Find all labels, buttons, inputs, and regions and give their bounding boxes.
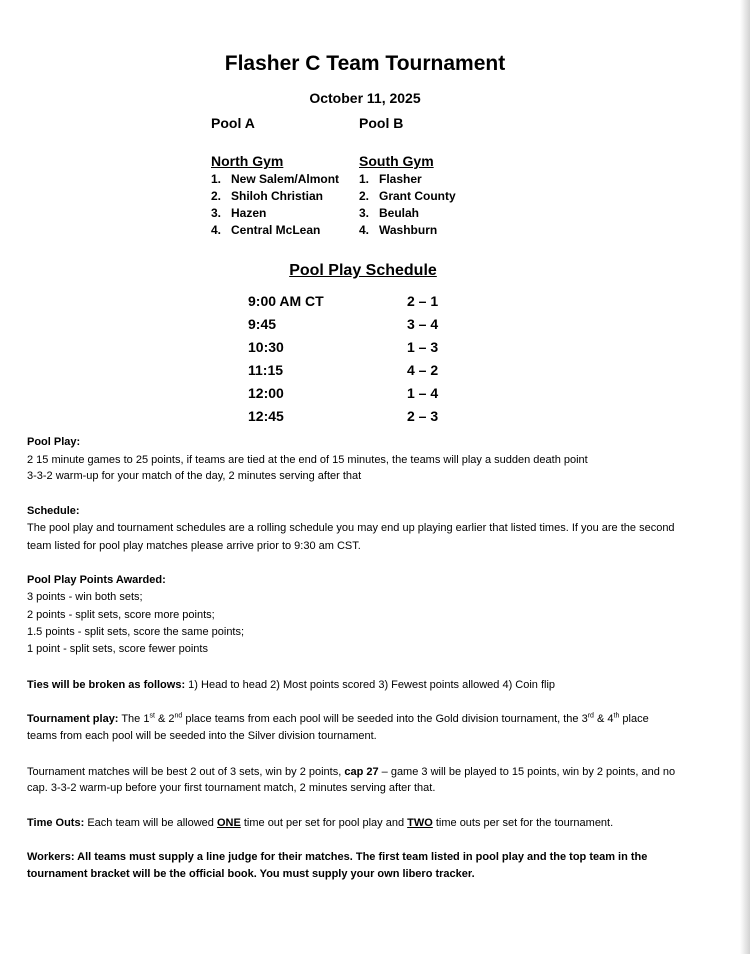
tournament-matches-text: Tournament matches will be best 2 out of 3 sets, win by 2 points, cap 27 – game 3 will be played to 15 points, win by 2 points, and no bbox=[27, 766, 676, 778]
list-item: 4. Central McLean bbox=[211, 223, 321, 237]
workers-line: tournament bracket will be the official book. You must supply your own libero tracker. bbox=[27, 868, 475, 880]
list-item: 3. Hazen bbox=[211, 206, 267, 220]
pool-play-heading: Pool Play: bbox=[27, 436, 81, 448]
list-item: 2. Grant County bbox=[359, 189, 456, 203]
match-time: 12:00 bbox=[248, 385, 284, 401]
list-item: 4. Washburn bbox=[359, 223, 438, 237]
match-time: 10:30 bbox=[248, 339, 284, 355]
team-name: Grant County bbox=[379, 189, 456, 203]
points-heading: Pool Play Points Awarded: bbox=[27, 574, 166, 586]
team-name: Central McLean bbox=[231, 223, 321, 237]
pool-a-team-list bbox=[211, 172, 339, 240]
schedule-title: Pool Play Schedule bbox=[289, 262, 437, 279]
page-title: Flasher C Team Tournament bbox=[224, 52, 506, 75]
tournament-play-heading: Tournament play: bbox=[27, 713, 119, 725]
matchup: 3 – 4 bbox=[407, 316, 439, 332]
event-date: October 11, 2025 bbox=[309, 90, 421, 106]
page-edge-shadow bbox=[740, 0, 750, 954]
pool-play-line: 2 15 minute games to 25 points, if teams are tied at the end of 15 minutes, the teams will play a sudden death point bbox=[27, 454, 588, 466]
team-name: Washburn bbox=[379, 223, 438, 237]
points-line: 1.5 points - split sets, score the same points; bbox=[27, 626, 245, 638]
team-name: Flasher bbox=[379, 172, 422, 186]
team-name: Beulah bbox=[379, 206, 420, 220]
tournament-play-text: Tournament play: The 1st & 2nd place teams from each pool will be seeded into the Gold division tournament, the 3rd & 4th place bbox=[27, 712, 649, 725]
list-item: 1. New Salem/Almont bbox=[211, 172, 340, 186]
list-item: 2. Shiloh Christian bbox=[211, 189, 324, 203]
pool-play-line: 3-3-2 warm-up for your match of the day, 2 minutes serving after that bbox=[27, 470, 362, 482]
match-time: 9:45 bbox=[248, 316, 277, 332]
matchup: 2 – 1 bbox=[407, 293, 439, 309]
team-name: Hazen bbox=[231, 206, 267, 220]
matchup: 1 – 4 bbox=[407, 385, 439, 401]
schedule-section-line: team listed for pool play matches please arrive prior to 9:30 am CST. bbox=[27, 540, 361, 552]
schedule-row bbox=[248, 292, 448, 315]
points-line: 1 point - split sets, score fewer points bbox=[27, 643, 208, 655]
team-name: Shiloh Christian bbox=[231, 189, 324, 203]
points-line: 3 points - win both sets; bbox=[27, 591, 143, 603]
schedule-section-line: The pool play and tournament schedules are a rolling schedule you may end up playing earlier that listed times. If you are the second bbox=[27, 522, 675, 534]
pool-a-gym: North Gym bbox=[211, 153, 284, 169]
schedule-row bbox=[248, 407, 448, 430]
matchup: 1 – 3 bbox=[407, 339, 439, 355]
tournament-matches-line: cap. 3-3-2 warm-up before your first tournament match, 2 minutes serving after that. bbox=[27, 782, 436, 794]
cap-value: cap 27 bbox=[344, 766, 379, 778]
matchup: 2 – 3 bbox=[407, 408, 439, 424]
pool-a-heading: Pool A bbox=[211, 115, 255, 131]
points-line: 2 points - split sets, score more points; bbox=[27, 609, 215, 621]
match-time: 12:45 bbox=[248, 408, 284, 424]
pool-b-heading: Pool B bbox=[359, 115, 404, 131]
match-time: 11:15 bbox=[248, 362, 284, 378]
pool-b-team-list bbox=[359, 172, 456, 240]
pool-play-schedule bbox=[248, 292, 448, 430]
timeouts-text: Time Outs: Each team will be allowed ONE time out per set for pool play and TWO time outs per set for the tournament. bbox=[27, 817, 614, 829]
matchup: 4 – 2 bbox=[407, 362, 439, 378]
workers-line: Workers: All teams must supply a line judge for their matches. The first team listed in pool play and the top team in the bbox=[27, 851, 648, 863]
list-item: 1. Flasher bbox=[359, 172, 422, 186]
timeouts-heading: Time Outs: bbox=[27, 817, 85, 829]
schedule-row bbox=[248, 315, 448, 338]
team-name: New Salem/Almont bbox=[231, 172, 340, 186]
pool-b-gym: South Gym bbox=[359, 153, 434, 169]
tiebreak-heading: Ties will be broken as follows: bbox=[27, 679, 186, 691]
match-time: 9:00 AM CT bbox=[248, 293, 324, 309]
schedule-row bbox=[248, 361, 448, 384]
schedule-section-heading: Schedule: bbox=[27, 505, 80, 517]
tournament-play-line: teams from each pool will be seeded into the Silver division tournament. bbox=[27, 730, 377, 742]
list-item: 3. Beulah bbox=[359, 206, 420, 220]
tiebreak-rule: Ties will be broken as follows: 1) Head to head 2) Most points scored 3) Fewest points allowed 4) Coin flip bbox=[27, 679, 556, 691]
schedule-row bbox=[248, 338, 448, 361]
schedule-row bbox=[248, 384, 448, 407]
